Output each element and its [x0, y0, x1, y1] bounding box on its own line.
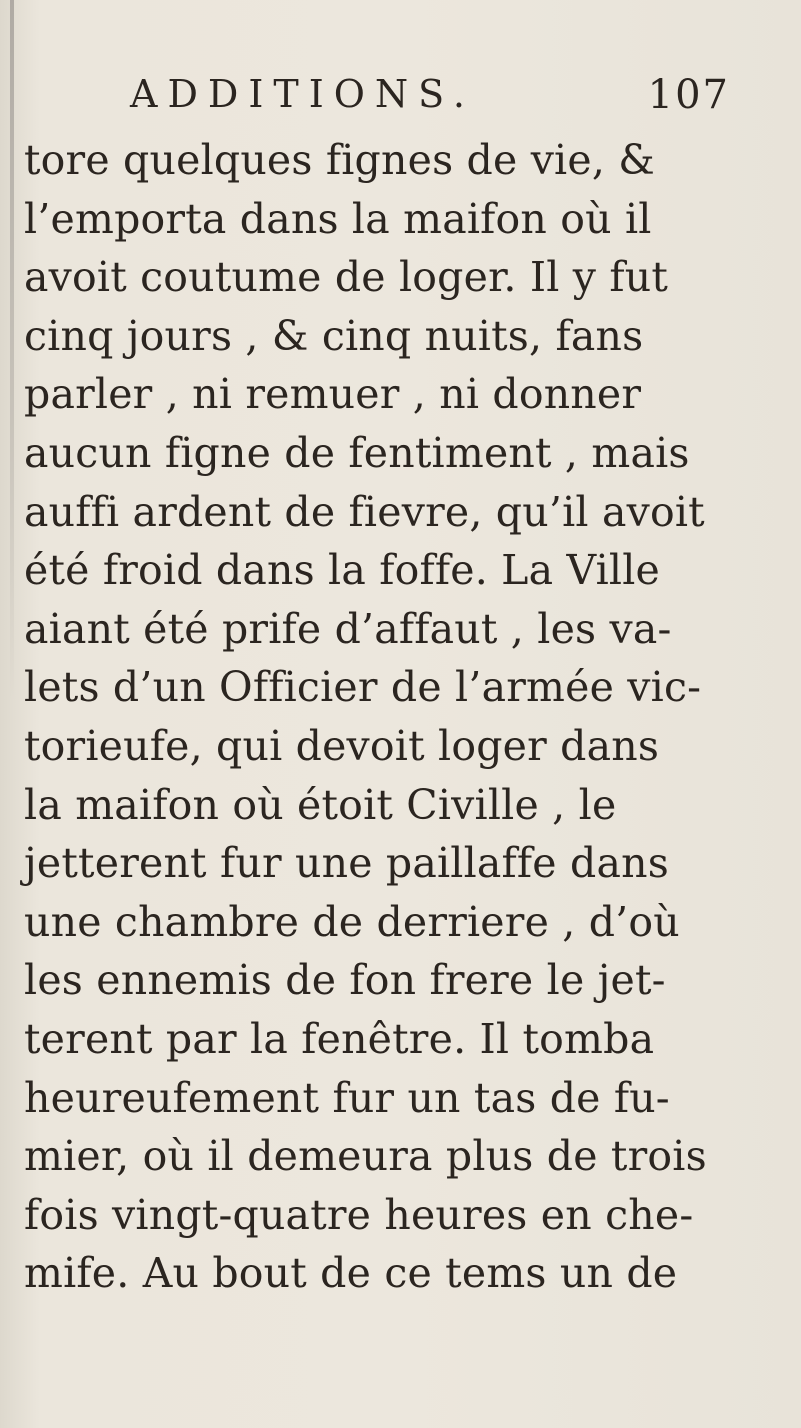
text-line: torieufe, qui devoit loger dans: [24, 721, 660, 770]
text-line: les ennemis de fon frere le jet-: [24, 956, 666, 1005]
text-line: cinq jours , & cinq nuits, fans: [24, 311, 644, 360]
text-line: avoit coutume de loger. Il y fut: [24, 253, 669, 302]
text-line: fois vingt-quatre heures en che-: [24, 1190, 694, 1239]
text-line: heureufement fur un tas de fu-: [24, 1073, 670, 1122]
page-header: [130, 72, 730, 132]
text-line: mife. Au bout de ce tems un de: [24, 1249, 678, 1298]
text-line: été froid dans la foffe. La Ville: [24, 546, 660, 595]
text-line: aiant été prife d’affaut , les va-: [24, 604, 672, 653]
text-line: aucun figne de fentiment , mais: [24, 428, 690, 477]
running-title: ADDITIONS.: [130, 72, 475, 116]
page-number: 107: [647, 72, 730, 118]
text-line: parler , ni remuer , ni donner: [24, 370, 642, 419]
text-line: lets d’un Officier de l’armée vic-: [24, 663, 702, 712]
body-text: [24, 131, 794, 1303]
text-line: l’emporta dans la maifon où il: [24, 194, 652, 243]
text-line: la maifon où étoit Civille , le: [24, 780, 617, 829]
text-line: auffi ardent de fievre, qu’il avoit: [24, 487, 705, 536]
text-line: tore quelques fignes de vie, &: [24, 136, 655, 184]
binding-gutter-shadow: [10, 0, 14, 700]
text-line: une chambre de derriere , d’où: [24, 897, 680, 946]
text-line: terent par la fenêtre. Il tomba: [24, 1014, 655, 1063]
text-line: mier, où il demeura plus de trois: [24, 1132, 707, 1181]
text-line: jetterent fur une paillaffe dans: [24, 839, 669, 888]
